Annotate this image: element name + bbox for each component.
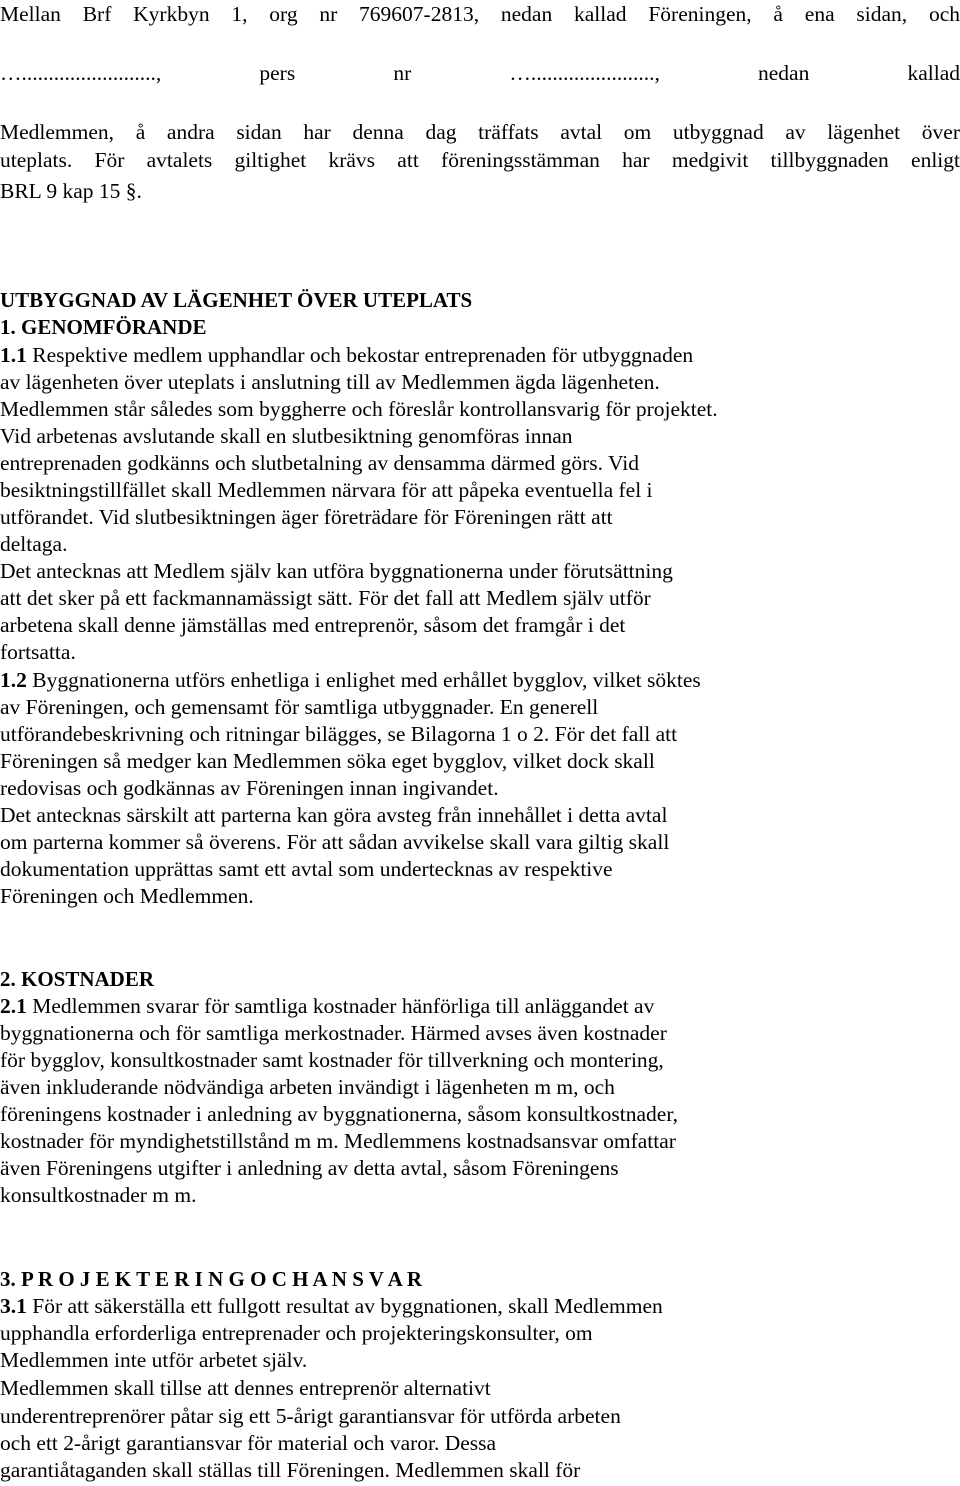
paragraph-line: arbetena skall denne jämställas med entreprenör, såsom det framgår i det: [0, 613, 626, 637]
paragraph-line: utförandebeskrivning och ritningar bilägges, se Bilagorna 1 o 2. För det fall att: [0, 722, 678, 746]
clause-number: 1.2: [0, 668, 27, 692]
paragraph-line: Vid arbetenas avslutande skall en slutbesiktning genomföras innan: [0, 424, 573, 448]
paragraph-line: 2.1 Medlemmen svarar för samtliga kostnader hänförliga till anläggandet av: [0, 994, 655, 1018]
paragraph-line: kostnader för myndighetstillstånd m m. Medlemmens kostnadsansvar omfattar: [0, 1129, 676, 1153]
paragraph-line: upphandla erforderliga entreprenader och projekteringskonsulter, om: [0, 1321, 593, 1345]
intro-line: Mellan Brf Kyrkbyn 1, org nr 769607-2813, nedan kallad Föreningen, å ena sidan, och: [0, 2, 960, 26]
paragraph-line: dokumentation upprättas samt ett avtal som undertecknas av respektive: [0, 857, 613, 881]
intro-line: …........................., pers nr …......................., nedan kallad: [0, 61, 960, 85]
paragraph-line: konsultkostnader m m.: [0, 1183, 197, 1207]
paragraph-line: deltaga.: [0, 532, 68, 556]
paragraph-line: 3.1 För att säkerställa ett fullgott resultat av byggnationen, skall Medlemmen: [0, 1294, 663, 1318]
paragraph-line: Det antecknas att Medlem själv kan utföra byggnationerna under förutsättning: [0, 559, 673, 583]
paragraph-line: underentreprenörer påtar sig ett 5-årigt garantiansvar för utförda arbeten: [0, 1404, 621, 1428]
paragraph-line: att det sker på ett fackmannamässigt sätt. För det fall att Medlem själv utför: [0, 586, 651, 610]
paragraph-line: entreprenaden godkänns och slutbetalning av densamma därmed görs. Vid: [0, 451, 639, 475]
paragraph-line: Föreningen så medger kan Medlemmen söka eget bygglov, vilket dock skall: [0, 749, 655, 773]
clause-number: 1.1: [0, 343, 27, 367]
section-heading: 3. P R O J E K T E R I N G O C H A N S V A R: [0, 1267, 423, 1291]
paragraph-line: fortsatta.: [0, 640, 76, 664]
paragraph-line: byggnationerna och för samtliga merkostnader. Härmed avses även kostnader: [0, 1021, 667, 1045]
paragraph-line: besiktningstillfället skall Medlemmen närvara för att påpeka eventuella fel i: [0, 478, 653, 502]
paragraph-line: även inkluderande nödvändiga arbeten invändigt i lägenheten m m, och: [0, 1075, 615, 1099]
paragraph-line: Föreningen och Medlemmen.: [0, 884, 254, 908]
paragraph-line: 1.1 Respektive medlem upphandlar och bekostar entreprenaden för utbyggnaden: [0, 343, 694, 367]
paragraph-line: även Föreningens utgifter i anledning av detta avtal, såsom Föreningens: [0, 1156, 619, 1180]
intro-line: Medlemmen, å andra sidan har denna dag träffats avtal om utbyggnad av lägenhet över: [0, 120, 960, 144]
paragraph-line: utförandet. Vid slutbesiktningen äger företrädare för Föreningen rätt att: [0, 505, 613, 529]
paragraph-line: och ett 2-årigt garantiansvar för material och varor. Dessa: [0, 1431, 497, 1455]
section-heading: 1. GENOMFÖRANDE: [0, 315, 207, 339]
paragraph-line: av lägenheten över uteplats i anslutning till av Medlemmen ägda lägenheten.: [0, 370, 660, 394]
clause-number: 2.1: [0, 994, 27, 1018]
paragraph-line: redovisas och godkännas av Föreningen innan ingivandet.: [0, 776, 499, 800]
document-title: UTBYGGNAD AV LÄGENHET ÖVER UTEPLATS: [0, 288, 473, 312]
paragraph-line: föreningens kostnader i anledning av byggnationerna, såsom konsultkostnader,: [0, 1102, 679, 1126]
paragraph-line: Medlemmen står således som byggherre och föreslår kontrollansvarig för projektet.: [0, 397, 718, 421]
paragraph-line: Medlemmen inte utför arbetet själv.: [0, 1348, 308, 1372]
paragraph-line: för bygglov, konsultkostnader samt kostnader för tillverkning och montering,: [0, 1048, 664, 1072]
paragraph-line: Det antecknas särskilt att parterna kan göra avsteg från innehållet i detta avtal: [0, 803, 668, 827]
intro-line: uteplats. För avtalets giltighet krävs att föreningsstämman har medgivit tillbyggnaden enligt: [0, 148, 960, 172]
clause-number: 3.1: [0, 1294, 27, 1318]
paragraph-line: garantiåtaganden skall ställas till Föreningen. Medlemmen skall för: [0, 1458, 581, 1482]
intro-line: BRL 9 kap 15 §.: [0, 179, 142, 203]
paragraph-line: Medlemmen skall tillse att dennes entreprenör alternativt: [0, 1376, 491, 1400]
paragraph-line: 1.2 Byggnationerna utförs enhetliga i enlighet med erhållet bygglov, vilket söktes: [0, 668, 701, 692]
paragraph-line: om parterna kommer så överens. För att sådan avvikelse skall vara giltig skall: [0, 830, 670, 854]
section-heading: 2. KOSTNADER: [0, 967, 155, 991]
paragraph-line: av Föreningen, och gemensamt för samtliga utbyggnader. En generell: [0, 695, 599, 719]
